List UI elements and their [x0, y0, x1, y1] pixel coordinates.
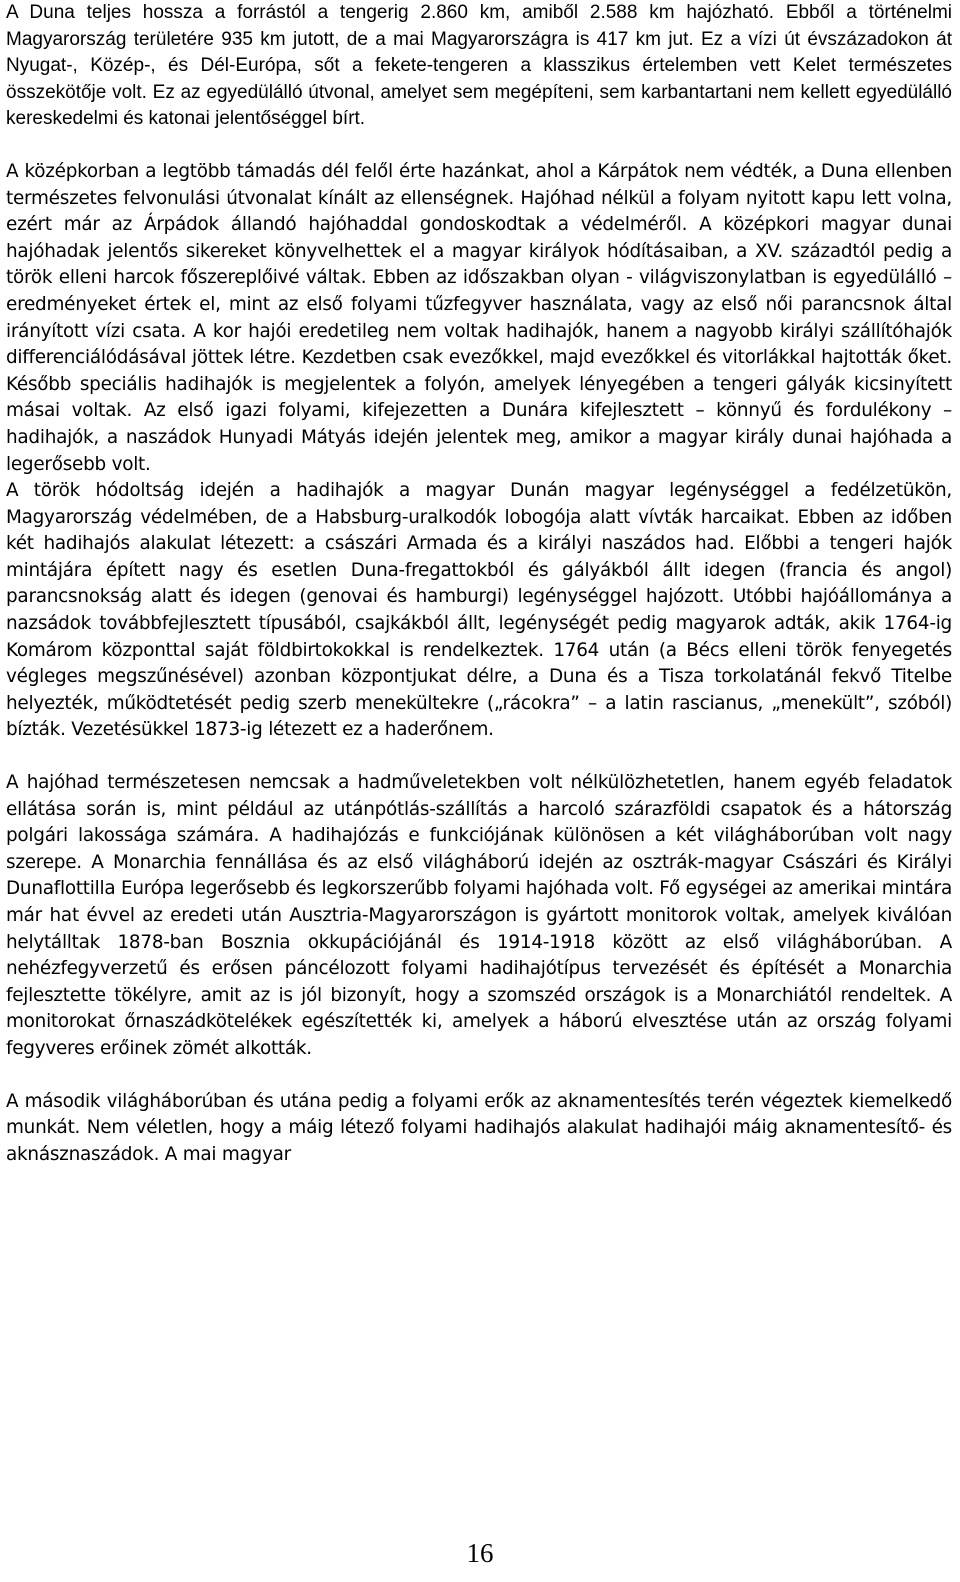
paragraph-turkish-occupation: A török hódoltság idején a hadihajók a magyar Dunán magyar legénységgel a fedélzetükön, Magyarország védelmében, de a Habsburg-uralkodók lobogója alatt vívták harcaikat. Ebben az időben két hadihajós alakulat létezett: a császári Armada és a királyi naszádos had. Előbbi a tengeri hajók mintájára épített nagy és esetlen Duna-fregattokból és gályákból állt idegen (francia és angol) parancsnokság alatt és idegen (genovai és hamburgi) legénységgel hajózott. Utóbbi hajóállománya a nazsádok továbbfejlesztett típusából, csajkákból állt, legénységét pedig magyarok adták, akik 1764-ig Komárom központtal saját földbirtokokkal is rendelkeztek. 1764 után (a Bécs elleni török fenyegetés végleges megszűnésével) azonban központjukat délre, a Duna és a Tisza torkolatánál fekvő Titelbe helyezték, működtetését pedig szerb menekültekre („rácokra” – a latin rascianus, „menekült”, szóból) bízták. Vezetésükkel 1873-ig létezett ez a haderőnem.: [6, 480, 952, 741]
paragraph-spacer: [6, 1063, 952, 1089]
document-page: [6, 0, 952, 1168]
paragraph-ww2-demining: A második világháborúban és utána pedig a folyami erők az aknamentesítés terén végeztek kiemelkedő munkát. Nem véletlen, hogy a máig létező folyami hadihajós alakulat hadihajói máig aknamentesítő- és aknásznaszádok. A mai magyar: [6, 1090, 952, 1165]
paragraph-spacer: [6, 133, 952, 159]
paragraph-logistics-monarchy: A hajóhad természetesen nemcsak a hadműveletekben volt nélkülözhetetlen, hanem egyéb feladatok ellátása során is, mint például az utánpótlás-szállítás a harcoló szárazföldi csapatok és a hátország polgári lakossága számára. A hadihajózás e funkciójának különösen a két világháborúban volt nagy szerepe. A Monarchia fennállása és az első világháború idején az osztrák-magyar Császári és Királyi Dunaflottilla Európa legerősebb és legkorszerűbb folyami hajóhada volt. Fő egységei az amerikai mintára már hat évvel az eredeti után Ausztria-Magyarországon is gyártott monitorok voltak, amelyek kiválóan helytálltak 1878-ban Bosznia okkupációjánál és 1914-1918 között az első világháborúban. A nehézfegyverzetű és erősen páncélozott folyami hadihajótípus tervezését és építését a Monarchia fejlesztette tökélyre, amit az is jól bizonyít, hogy a szomszéd országok is a Monarchiától rendeltek. A monitorokat őrnaszádkötelékek egészítették ki, amelyek a háború elvesztése után az ország folyami fegyveres erőinek zömét alkották.: [6, 772, 952, 1059]
paragraph-middle-ages-fleet: A középkorban a legtöbb támadás dél felől érte hazánkat, ahol a Kárpátok nem védték, a Duna ellenben természetes felvonulási útvonalat kínált az ellenségnek. Hajóhad nélkül a folyam nyitott kapu lett volna, ezért már az Árpádok állandó hajóhaddal gondoskodtak a védelméről. A középkori magyar dunai hajóhadak jelentős sikereket könyvelhettek el a magyar királyok hódításaiban, a XV. századtól pedig a török elleni harcok főszereplőivé váltak. Ebben az időszakban olyan - világviszonylatban is egyedülálló – eredményeket értek el, mint az első folyami tűzfegyver használata, vagy az első női parancsnok által irányított vízi csata. A kor hajói eredetileg nem voltak hadihajók, hanem a nagyobb királyi szállítóhajók differenciálódásával jöttek létre. Kezdetben csak evezőkkel, majd evezőkkel és vitorlákkal hajtották őket. Később speciális hadihajók is megjelentek a folyón, amelyek lényegében a tengeri gályák kicsinyített másai voltak. Az első igazi folyami, kifejezetten a Dunára kifejlesztett – könnyű és fordulékony – hadihajók, a naszádok Hunyadi Mátyás idején jelentek meg, amikor a magyar király dunai hajóhada a legerősebb volt.: [6, 160, 952, 475]
page-number: 16: [466, 1538, 494, 1568]
paragraph-danube-length: A Duna teljes hossza a forrástól a tengerig 2.860 km, amiből 2.588 km hajózható. Ebből a történelmi Magyarország területére 935 km jutott, de a mai Magyarországra is 417 km jut. Ez a vízi út évszázadokon át Nyugat-, Közép-, és Dél-Európa, sőt a fekete-tengeren a klasszikus értelemben vett Kelet természetes összekötője volt. Ez az egyedülálló útvonal, amelyet sem megépíteni, sem karbantartani nem kellett egyedülálló kereskedelmi és katonai jelentőséggel bírt.: [6, 2, 952, 130]
paragraph-spacer: [6, 744, 952, 770]
